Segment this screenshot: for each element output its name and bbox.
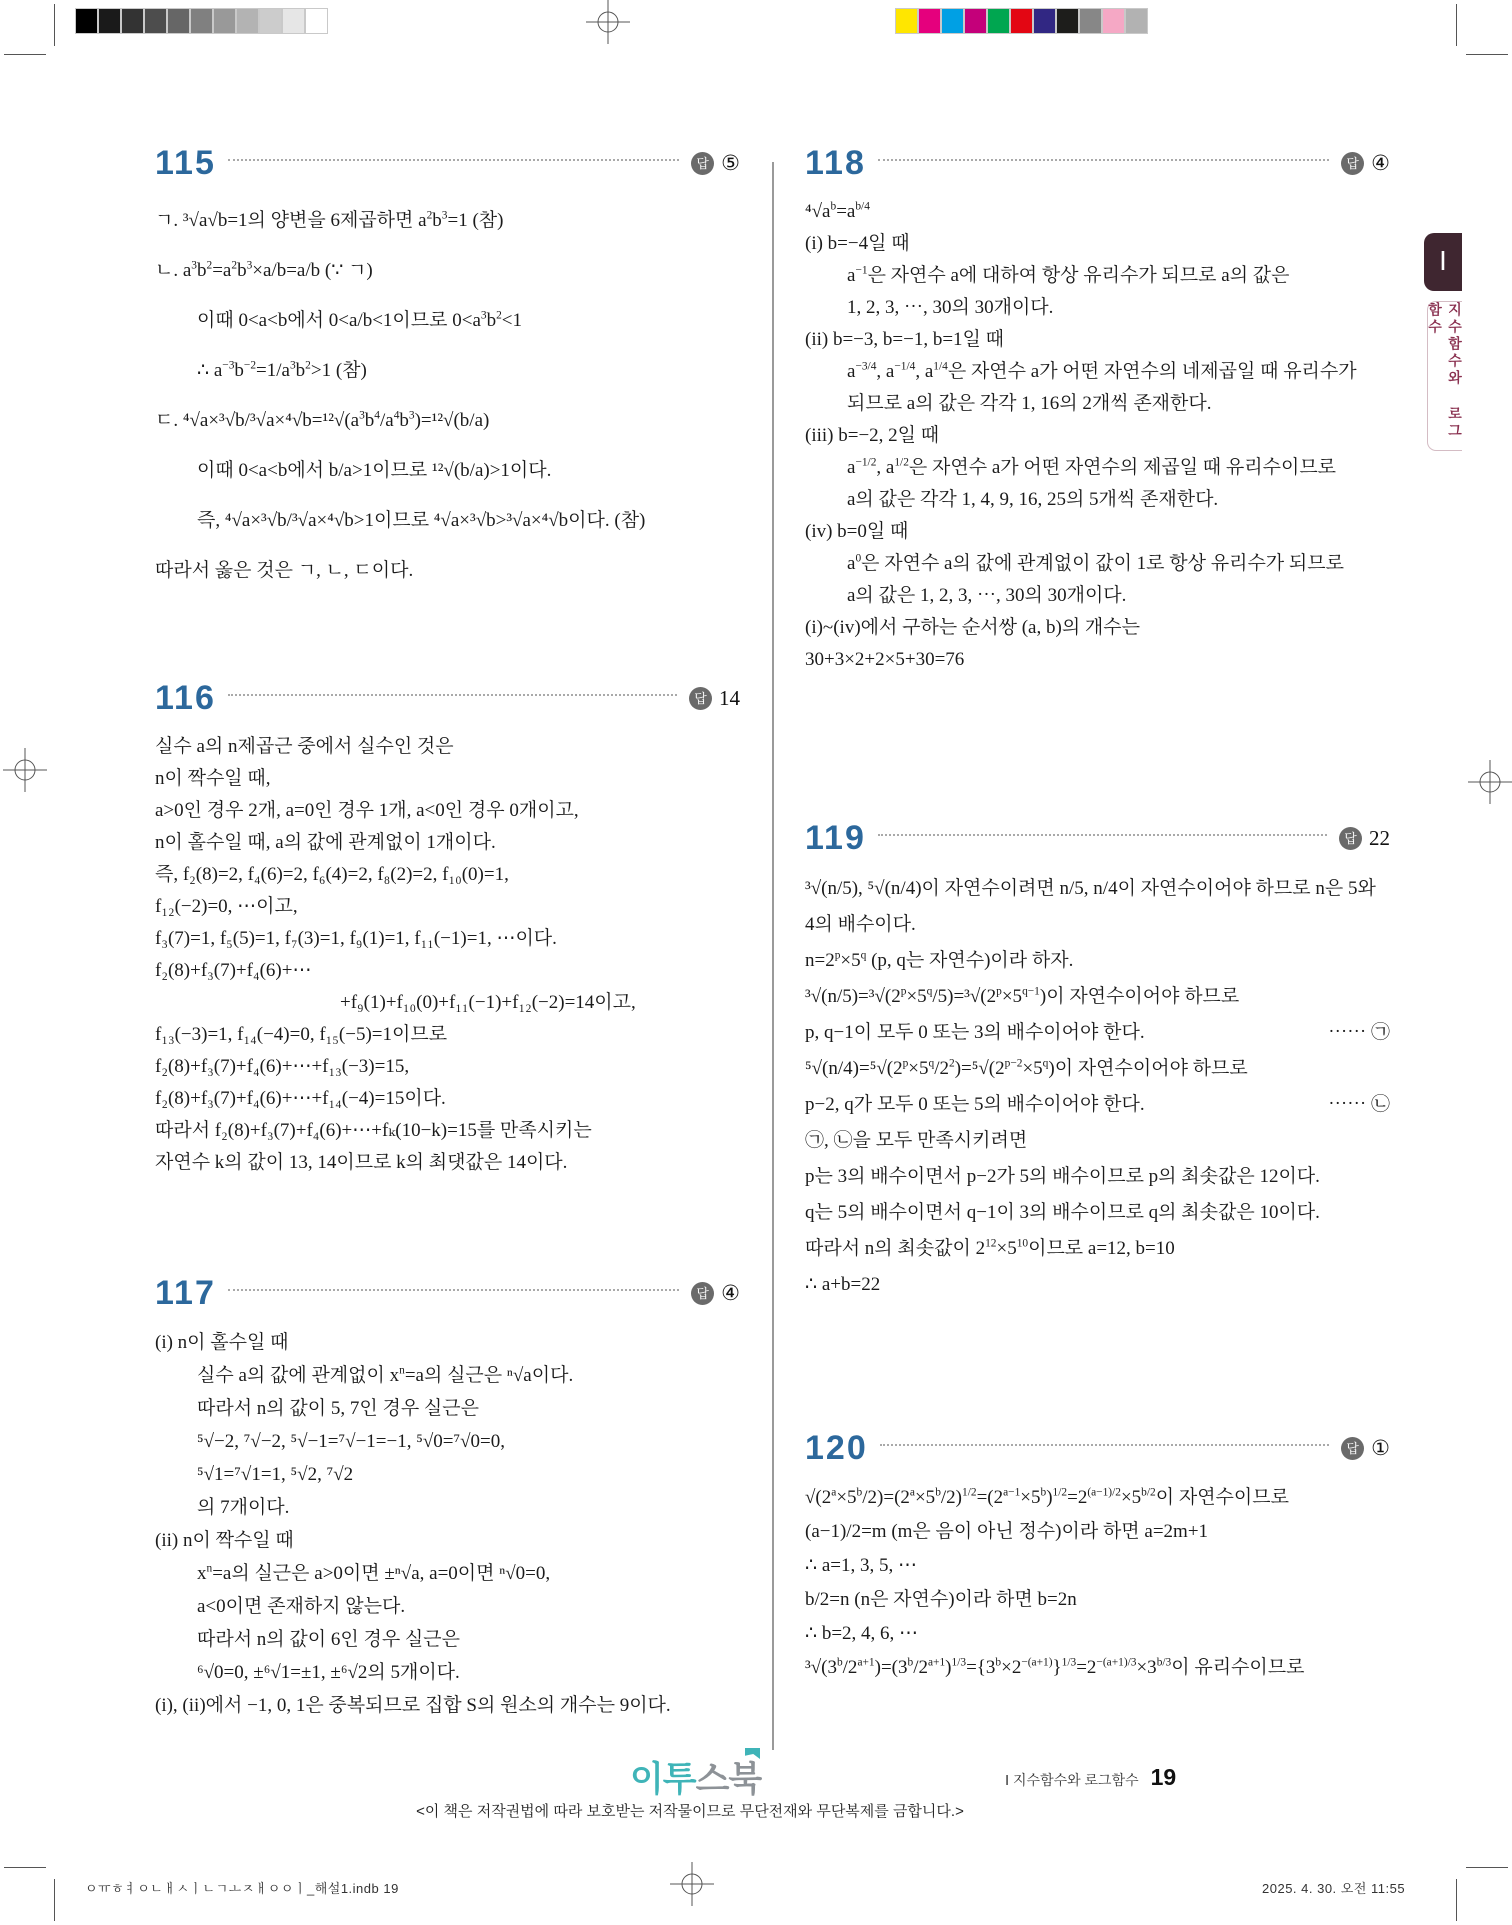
problem-number: 120 bbox=[805, 1429, 868, 1467]
solution-line bbox=[805, 1015, 1390, 1051]
color-calibration-bar bbox=[895, 8, 1148, 34]
crop-mark bbox=[1456, 1879, 1457, 1921]
solution-line: (ii) b=−3, b=−1, b=1일 때 bbox=[805, 329, 1004, 350]
answer-value: ④ bbox=[1371, 150, 1390, 175]
logo-text-gray: 스북 bbox=[695, 1760, 762, 1799]
solution-line: 이때 0<a<b에서 b/a>1이므로 ¹²√(b/a)>1이다. bbox=[197, 460, 552, 481]
problem-number: 119 bbox=[805, 819, 866, 857]
registration-mark-icon bbox=[1468, 760, 1512, 804]
solution-line: 따라서 옳은 것은 ㄱ, ㄴ, ㄷ이다. bbox=[155, 560, 414, 581]
problem-header bbox=[805, 1425, 1390, 1471]
problem-number: 115 bbox=[155, 144, 216, 182]
answer-badge bbox=[691, 151, 740, 176]
solution-line: 의 7개이다. bbox=[197, 1497, 290, 1518]
answer-badge bbox=[1341, 151, 1390, 176]
solution-line: 1, 2, 3, ⋯, 30의 30개이다. bbox=[847, 297, 1054, 318]
solution-line: (iv) b=0일 때 bbox=[805, 521, 909, 542]
color-swatch bbox=[1125, 8, 1148, 34]
solution-line: ⁶√0=0, ±⁶√1=±1, ±⁶√2의 5개이다. bbox=[197, 1662, 460, 1683]
page-number: 19 bbox=[1150, 1764, 1177, 1790]
unit-tab bbox=[1424, 233, 1462, 291]
solution-line: $a^0$은 자연수 a의 값에 관계없이 값이 1로 항상 유리수가 되므로 bbox=[847, 552, 1344, 574]
solution-line: ㉠, ㉡을 모두 만족시키려면 bbox=[805, 1130, 1028, 1151]
color-swatch bbox=[1033, 8, 1056, 34]
copyright-notice: <이 책은 저작권법에 따라 보호받는 저작물이므로 무단전재와 무단복제를 금합니다.> bbox=[416, 1803, 964, 1820]
grayscale-calibration-bar bbox=[75, 8, 328, 34]
solution-line: ㄱ. ³√a√b=1의 양변을 6제곱하면 $a^2b^3=1$ (참) bbox=[155, 209, 504, 231]
solution-line: $n=2^p\times 5^q$ (p, q는 자연수)이라 하자. bbox=[805, 949, 1074, 971]
footer-right bbox=[1005, 1764, 1176, 1791]
solution-line: 즉, ⁴√a×³√b/³√a×⁴√b>1이므로 ⁴√a×³√b>³√a×⁴√b이다. (참) bbox=[197, 510, 646, 531]
leader-dots bbox=[878, 833, 1327, 836]
answer-value: ⑤ bbox=[721, 150, 740, 175]
publisher-logo bbox=[630, 1752, 761, 1802]
problem-120 bbox=[805, 1425, 1390, 1685]
solution-line: ∴ $a^{-3}b^{-2}=1/a^3b^2>1$ (참) bbox=[197, 359, 367, 381]
solution-line: f₂(8)+f₃(7)+f₄(6)+⋯ bbox=[155, 960, 312, 981]
problem-header bbox=[155, 140, 740, 186]
solution-body bbox=[805, 871, 1390, 1303]
solution-line: ㄴ. $a^3b^2=a^2b^3\times a/b=a/b$ (∵ ㄱ) bbox=[155, 259, 373, 281]
grayscale-swatch bbox=[236, 8, 259, 34]
solution-line: 자연수 k의 값이 13, 14이므로 k의 최댓값은 14이다. bbox=[155, 1152, 568, 1173]
registration-mark-icon bbox=[3, 748, 47, 792]
answer-value: 14 bbox=[719, 685, 740, 710]
color-swatch bbox=[1010, 8, 1033, 34]
answer-badge bbox=[689, 686, 740, 711]
grayscale-swatch bbox=[144, 8, 167, 34]
solution-text: p−2, q가 모두 0 또는 5의 배수이어야 한다. bbox=[805, 1094, 1145, 1115]
crop-mark bbox=[1456, 4, 1457, 46]
answer-value: 22 bbox=[1369, 825, 1390, 850]
prepress-filename: ㅇㅠㅎㅕㅇㄴㅐㅅㅣㄴㄱㅗㅈㅐㅇㅇㅣ_해설1.indb 19 bbox=[85, 1881, 399, 1896]
reference-tag: ⋯⋯ ㉠ bbox=[1328, 1022, 1390, 1043]
solution-line: 4의 배수이다. bbox=[805, 914, 916, 935]
solution-line: p는 3의 배수이면서 p−2가 5의 배수이므로 p의 최솟값은 12이다. bbox=[805, 1166, 1320, 1187]
leader-dots bbox=[878, 158, 1329, 161]
solution-body bbox=[805, 196, 1390, 676]
answer-label-icon: 답 bbox=[1341, 1437, 1364, 1460]
solution-line: a의 값은 각각 1, 4, 9, 16, 25의 5개씩 존재한다. bbox=[847, 489, 1219, 510]
solution-line: 따라서 n의 값이 6인 경우 실근은 bbox=[197, 1629, 460, 1650]
answer-value: ④ bbox=[721, 1280, 740, 1305]
solution-line: (i), (ii)에서 −1, 0, 1은 중복되므로 집합 S의 원소의 개수는 9이다. bbox=[155, 1695, 671, 1716]
solution-line: a>0인 경우 2개, a=0인 경우 1개, a<0인 경우 0개이고, bbox=[155, 800, 579, 821]
solution-line: ㄷ. $^4√a\times^3√b/^3√a\times^4√b=^{12}√(a^3b^4/a^4b^3)=^{12}√(b/a)$ bbox=[155, 409, 490, 431]
solution-line: $a^{-1/2}$, $a^{1/2}$은 자연수 a가 어떤 자연수의 제곱일 때 유리수이므로 bbox=[847, 456, 1337, 478]
problem-119 bbox=[805, 815, 1390, 1303]
grayscale-swatch bbox=[121, 8, 144, 34]
solution-line: 되므로 a의 값은 각각 1, 16의 2개씩 존재한다. bbox=[847, 393, 1212, 414]
solution-line: 즉, f₂(8)=2, f₄(6)=2, f₆(4)=2, f₈(2)=2, f₁₀(0)=1, bbox=[155, 864, 509, 885]
color-swatch bbox=[895, 8, 918, 34]
solution-line: +f₉(1)+f₁₀(0)+f₁₁(−1)+f₁₂(−2)=14이고, bbox=[340, 992, 636, 1013]
problem-118 bbox=[805, 140, 1390, 676]
color-swatch bbox=[1079, 8, 1102, 34]
grayscale-swatch bbox=[75, 8, 98, 34]
solution-line: (ii) n이 짝수일 때 bbox=[155, 1530, 294, 1551]
footer-unit-label: Ⅰ 지수함수와 로그함수 bbox=[1005, 1772, 1139, 1788]
solution-line: (a−1)/2=m (m은 음이 아닌 정수)이라 하면 a=2m+1 bbox=[805, 1521, 1209, 1542]
solution-body bbox=[155, 196, 740, 596]
grayscale-swatch bbox=[305, 8, 328, 34]
registration-mark-icon bbox=[670, 1862, 714, 1906]
solution-line: n이 홀수일 때, a의 값에 관계없이 1개이다. bbox=[155, 832, 496, 853]
logo-text-teal: 이투 bbox=[630, 1760, 696, 1799]
solution-text: p, q−1이 모두 0 또는 3의 배수이어야 한다. bbox=[805, 1022, 1145, 1043]
problem-115 bbox=[155, 140, 740, 596]
grayscale-swatch bbox=[190, 8, 213, 34]
leader-dots bbox=[228, 1288, 679, 1291]
color-swatch bbox=[1056, 8, 1079, 34]
answer-value: ① bbox=[1371, 1435, 1390, 1460]
answer-badge bbox=[691, 1281, 740, 1306]
solution-line: $√(2^a\times 5^b/2)=(2^a\times 5^b/2)^{1/2}=(2^{a-1}\times 5^b)^{1/2}=2^{(a-1)/2}\times 5^{b/2}$이 자연수이므로 bbox=[805, 1486, 1289, 1508]
unit-number: Ⅰ bbox=[1439, 247, 1447, 276]
problem-number: 116 bbox=[155, 679, 216, 717]
color-swatch bbox=[1102, 8, 1125, 34]
grayscale-swatch bbox=[98, 8, 121, 34]
column-divider bbox=[772, 162, 774, 1750]
crop-mark bbox=[1466, 54, 1508, 55]
solution-line: q는 5의 배수이면서 q−1이 3의 배수이므로 q의 최솟값은 10이다. bbox=[805, 1202, 1320, 1223]
answer-badge bbox=[1341, 1436, 1390, 1461]
solution-line: $^3√(3^b/2^{a+1})=(3^b/2^{a+1})^{1/3}=\{3^b\times 2^{-(a+1)}\}^{1/3}=2^{-(a+1)/3}\times 3^{b/3}$이 유리수이므로 bbox=[805, 1656, 1305, 1678]
crop-mark bbox=[54, 4, 55, 46]
solution-line: ∴ a+b=22 bbox=[805, 1274, 881, 1295]
problem-header bbox=[155, 675, 740, 721]
solution-line: $^5√(n/4)=^5√(2^p\times 5^q/2^2)=^5√(2^{p-2}\times 5^q)$이 자연수이어야 하므로 bbox=[805, 1057, 1248, 1079]
crop-mark bbox=[4, 54, 46, 55]
solution-line: (i) b=−4일 때 bbox=[805, 233, 910, 254]
solution-line: 실수 a의 값에 관계없이 $x^n=a$의 실근은 ⁿ√a이다. bbox=[197, 1364, 574, 1386]
solution-line: $^4√a^b=a^{b/4}$ bbox=[805, 200, 870, 222]
solution-line: 30+3×2+2×5+30=76 bbox=[805, 649, 965, 670]
solution-line: 따라서 n의 최솟값이 $2^{12}\times 5^{10}$이므로 a=12, b=10 bbox=[805, 1237, 1175, 1259]
solution-line: ∴ b=2, 4, 6, ⋯ bbox=[805, 1623, 919, 1644]
solution-body bbox=[155, 731, 740, 1179]
solution-line: 따라서 f₂(8)+f₃(7)+f₄(6)+⋯+fₖ(10−k)=15를 만족시키는 bbox=[155, 1120, 592, 1141]
solution-line: 따라서 n의 값이 5, 7인 경우 실근은 bbox=[197, 1398, 479, 1419]
solution-line: ⁵√−2, ⁷√−2, ⁵√−1=⁷√−1=−1, ⁵√0=⁷√0=0, bbox=[197, 1431, 505, 1452]
solution-line: $^3√(n/5)=^3√(2^p\times 5^q/5)=^3√(2^p\times 5^{q-1})$이 자연수이어야 하므로 bbox=[805, 985, 1240, 1007]
solution-body bbox=[155, 1326, 740, 1722]
solution-line: a의 값은 1, 2, 3, ⋯, 30의 30개이다. bbox=[847, 585, 1127, 606]
solution-line: $a^{-1}$은 자연수 a에 대하여 항상 유리수가 되므로 a의 값은 bbox=[847, 264, 1290, 286]
problem-number: 118 bbox=[805, 144, 866, 182]
solution-line: f₂(8)+f₃(7)+f₄(6)+⋯+f₁₃(−3)=15, bbox=[155, 1056, 410, 1077]
leader-dots bbox=[228, 693, 677, 696]
problem-header bbox=[805, 140, 1390, 186]
unit-title-vertical: 지수함수와 로그함수 bbox=[1427, 301, 1462, 451]
answer-badge bbox=[1339, 826, 1390, 851]
problem-117 bbox=[155, 1270, 740, 1722]
crop-mark bbox=[54, 1879, 55, 1921]
solution-line: f₁₃(−3)=1, f₁₄(−4)=0, f₁₅(−5)=1이므로 bbox=[155, 1024, 448, 1045]
solution-line: ∴ a=1, 3, 5, ⋯ bbox=[805, 1555, 917, 1576]
reference-tag: ⋯⋯ ㉡ bbox=[1328, 1094, 1390, 1115]
answer-label-icon: 답 bbox=[1339, 827, 1362, 850]
solution-line bbox=[805, 1087, 1390, 1123]
crop-mark bbox=[4, 1867, 46, 1868]
solution-line: ⁵√1=⁷√1=1, ⁵√2, ⁷√2 bbox=[197, 1464, 354, 1485]
answer-label-icon: 답 bbox=[689, 687, 712, 710]
solution-line: ³√(n/5), ⁵√(n/4)이 자연수이려면 n/5, n/4이 자연수이어야 하므로 n은 5와 bbox=[805, 878, 1376, 899]
grayscale-swatch bbox=[167, 8, 190, 34]
answer-label-icon: 답 bbox=[1341, 152, 1364, 175]
problem-number: 117 bbox=[155, 1274, 216, 1312]
solution-line: f₂(8)+f₃(7)+f₄(6)+⋯+f₁₄(−4)=15이다. bbox=[155, 1088, 446, 1109]
solution-line: f₁₂(−2)=0, ⋯이고, bbox=[155, 896, 298, 917]
solution-line: 이때 0<a<b에서 0<a/b<1이므로 $0<a^3b^2<1$ bbox=[197, 309, 523, 331]
answer-label-icon: 답 bbox=[691, 1282, 714, 1305]
color-swatch bbox=[941, 8, 964, 34]
grayscale-swatch bbox=[213, 8, 236, 34]
color-swatch bbox=[987, 8, 1010, 34]
solution-line: (iii) b=−2, 2일 때 bbox=[805, 425, 940, 446]
answer-label-icon: 답 bbox=[691, 152, 714, 175]
solution-line: $x^n=a$의 실근은 a>0이면 ±ⁿ√a, a=0이면 ⁿ√0=0, bbox=[197, 1562, 551, 1584]
registration-mark-icon bbox=[586, 0, 630, 44]
color-swatch bbox=[918, 8, 941, 34]
leader-dots bbox=[228, 158, 679, 161]
solution-line: $a^{-3/4}$, $a^{-1/4}$, $a^{1/4}$은 자연수 a가 어떤 자연수의 네제곱일 때 유리수가 bbox=[847, 360, 1357, 382]
solution-line: a<0이면 존재하지 않는다. bbox=[197, 1596, 406, 1617]
solution-line: 실수 a의 n제곱근 중에서 실수인 것은 bbox=[155, 736, 454, 757]
solution-line: (i)~(iv)에서 구하는 순서쌍 (a, b)의 개수는 bbox=[805, 617, 1140, 638]
problem-116 bbox=[155, 675, 740, 1179]
solution-body bbox=[805, 1481, 1390, 1685]
prepress-datetime: 2025. 4. 30. 오전 11:55 bbox=[1262, 1881, 1406, 1896]
problem-header bbox=[805, 815, 1390, 861]
crop-mark bbox=[1466, 1867, 1508, 1868]
solution-line: (i) n이 홀수일 때 bbox=[155, 1332, 289, 1353]
grayscale-swatch bbox=[282, 8, 305, 34]
solution-line: n이 짝수일 때, bbox=[155, 768, 271, 789]
grayscale-swatch bbox=[259, 8, 282, 34]
solution-line: b/2=n (n은 자연수)이라 하면 b=2n bbox=[805, 1589, 1077, 1610]
solution-line: f₃(7)=1, f₅(5)=1, f₇(3)=1, f₉(1)=1, f₁₁(−1)=1, ⋯이다. bbox=[155, 928, 557, 949]
problem-header bbox=[155, 1270, 740, 1316]
color-swatch bbox=[964, 8, 987, 34]
leader-dots bbox=[880, 1443, 1329, 1446]
